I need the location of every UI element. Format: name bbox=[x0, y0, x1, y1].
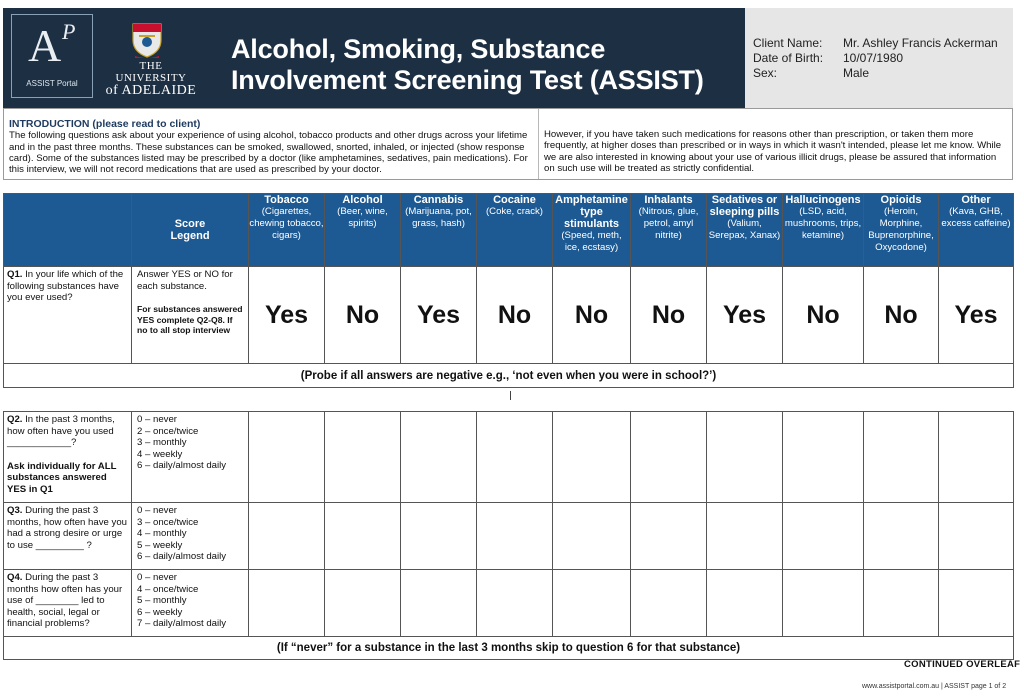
intro-heading: INTRODUCTION (please read to client) bbox=[9, 118, 201, 130]
legend-option: 7 – daily/almost daily bbox=[137, 618, 227, 630]
title-line1: Alcohol, Smoking, Substance bbox=[231, 34, 606, 64]
logo-superscript: P bbox=[62, 19, 76, 44]
legend-option: 0 – never bbox=[137, 414, 178, 425]
assist-portal-logo bbox=[11, 14, 93, 98]
substance-desc: (Coke, crack) bbox=[485, 206, 544, 217]
q1-answer-inhalants[interactable]: No bbox=[631, 267, 707, 364]
legend-option: 5 – weekly bbox=[137, 539, 183, 551]
legend-header-line2: Legend bbox=[170, 230, 210, 242]
intro-right-text: However, if you have taken such medications for reasons other than prescription, or taken them more frequently, at higher doses than prescribed or in ways in which it wasn't intended, please let me know. While we are also interested in knowing about your use of various illicit drugs, please be assured that information on such use will be treated as strictly confidential. bbox=[544, 129, 1002, 174]
university-wordmark bbox=[103, 60, 199, 98]
q2-answer-cannabis[interactable] bbox=[401, 412, 477, 503]
substance-desc: (Beer, wine, spirits) bbox=[337, 206, 388, 229]
page-title bbox=[231, 34, 704, 96]
q4-answer-inhalants[interactable] bbox=[631, 570, 707, 637]
intro-left-column bbox=[9, 119, 537, 175]
title-line2: Involvement Screening Test (ASSIST) bbox=[231, 65, 704, 95]
q3-answer-other[interactable] bbox=[939, 503, 1014, 570]
legend-option: 5 – monthly bbox=[137, 595, 187, 607]
q1-number: Q1. bbox=[7, 269, 23, 280]
skip-note: (If “never” for a substance in the last 3 months skip to question 6 for that substance) bbox=[4, 637, 1014, 660]
substance-name: Hallucinogens bbox=[785, 194, 861, 206]
legend-option: 4 – monthly bbox=[137, 528, 187, 540]
legend-option: 4 – once/twice bbox=[137, 583, 199, 595]
q4-answer-alcohol[interactable] bbox=[325, 570, 401, 637]
substance-desc: (Kava, GHB, excess caffeine) bbox=[941, 206, 1011, 229]
footer-site: www.assistportal.com.au | ASSIST page 1 of 2 bbox=[862, 683, 1007, 690]
substance-name: Inhalants bbox=[644, 194, 693, 206]
substance-desc: (Marijuana, pot, grass, hash) bbox=[405, 206, 472, 229]
q1-question bbox=[4, 267, 132, 364]
substance-header-opioids bbox=[864, 194, 939, 267]
q3-legend bbox=[132, 503, 249, 570]
score-legend-header bbox=[132, 194, 249, 267]
substance-desc: (Nitrous, glue, petrol, amyl nitrite) bbox=[638, 206, 699, 241]
substance-name: Alcohol bbox=[342, 194, 383, 206]
q4-answer-cocaine[interactable] bbox=[477, 570, 553, 637]
substance-header-other bbox=[939, 194, 1014, 267]
q4-answer-tobacco[interactable] bbox=[249, 570, 325, 637]
q4-text: During the past 3 months how often has your use of ________ led to health, social, legal or financial problems? bbox=[7, 572, 123, 630]
q3-number: Q3. bbox=[7, 505, 23, 516]
q1-answer-sedatives[interactable]: Yes bbox=[707, 267, 783, 364]
substance-desc: (Valium, Serepax, Xanax) bbox=[708, 218, 781, 241]
q1-row bbox=[4, 267, 1014, 364]
q3-answer-amphetamine[interactable] bbox=[553, 503, 631, 570]
q2-answer-other[interactable] bbox=[939, 412, 1014, 503]
q1-answer-alcohol[interactable]: No bbox=[325, 267, 401, 364]
university-crest-icon bbox=[131, 20, 163, 58]
q1-answer-cannabis[interactable]: Yes bbox=[401, 267, 477, 364]
substance-header-cocaine bbox=[477, 194, 553, 267]
legend-option: 3 – once/twice bbox=[137, 516, 199, 528]
q3-text: During the past 3 months, how often have you had a strong desire or urge to use _________ ? bbox=[7, 505, 127, 551]
q2-answer-cocaine[interactable] bbox=[477, 412, 553, 503]
q2-answer-inhalants[interactable] bbox=[631, 412, 707, 503]
continued-overleaf: CONTINUED OVERLEAF bbox=[904, 659, 1021, 670]
substance-name: Opioids bbox=[880, 194, 922, 206]
client-dob-label: Date of Birth: bbox=[753, 51, 824, 65]
legend-option: 0 – never bbox=[137, 572, 178, 583]
substance-name: Cocaine bbox=[493, 194, 536, 206]
q2-note: Ask individually for ALL substances answered YES in Q1 bbox=[7, 460, 117, 495]
probe-note: (Probe if all answers are negative e.g., ‘not even when you were in school?’) bbox=[4, 364, 1014, 388]
q4-answer-opioids[interactable] bbox=[864, 570, 939, 637]
q1-legend bbox=[132, 267, 249, 364]
substance-header-alcohol bbox=[325, 194, 401, 267]
divider-tick bbox=[510, 391, 511, 400]
screening-table-bottom bbox=[3, 411, 1014, 660]
legend-option: 4 – weekly bbox=[137, 448, 183, 460]
q3-answer-hallucinogens[interactable] bbox=[783, 503, 864, 570]
q2-number: Q2. bbox=[7, 414, 23, 425]
client-name-value: Mr. Ashley Francis Ackerman bbox=[843, 36, 998, 50]
q1-text: In your life which of the following substances have you ever used? bbox=[7, 269, 124, 304]
q4-row bbox=[4, 570, 1014, 637]
q2-answer-opioids[interactable] bbox=[864, 412, 939, 503]
q2-answer-sedatives[interactable] bbox=[707, 412, 783, 503]
q4-answer-cannabis[interactable] bbox=[401, 570, 477, 637]
table-header-row bbox=[4, 194, 1014, 267]
q2-legend bbox=[132, 412, 249, 503]
client-info-panel bbox=[745, 8, 1013, 108]
q3-row bbox=[4, 503, 1014, 570]
q3-answer-alcohol[interactable] bbox=[325, 503, 401, 570]
q3-answer-tobacco[interactable] bbox=[249, 503, 325, 570]
skip-note-row bbox=[4, 637, 1014, 660]
header-banner bbox=[3, 8, 745, 108]
substance-name: Amphetamine type stimulants bbox=[555, 194, 628, 230]
q1-answer-cocaine[interactable]: No bbox=[477, 267, 553, 364]
q3-answer-sedatives[interactable] bbox=[707, 503, 783, 570]
logo-letter: A bbox=[28, 20, 62, 71]
q2-text: In the past 3 months, how often have you used ____________? bbox=[7, 414, 115, 449]
q4-answer-sedatives[interactable] bbox=[707, 570, 783, 637]
q3-answer-opioids[interactable] bbox=[864, 503, 939, 570]
substance-name: Cannabis bbox=[413, 194, 464, 206]
legend-option: 0 – never bbox=[137, 505, 178, 516]
substance-name: Tobacco bbox=[264, 194, 309, 206]
substance-header-sedatives bbox=[707, 194, 783, 267]
intro-left-text: The following questions ask about your experience of using alcohol, tobacco products and other drugs across your lifetime and in the past three months. These substances can be smoked, swallowed, snorted, inhaled, or injected (show response card). Some of the substances listed may be prescribed by a doctor (like amphetamines, sedatives, pain medications). For this interview, we will not record medications that are used as prescribed by your doctor. bbox=[9, 130, 528, 176]
q1-answer-hallucinogens[interactable]: No bbox=[783, 267, 864, 364]
university-line2: of ADELAIDE bbox=[105, 83, 197, 98]
q2-question bbox=[4, 412, 132, 503]
substance-desc: (Heroin, Morphine, Buprenorphine, Oxycodone) bbox=[868, 206, 934, 253]
legend-option: 2 – once/twice bbox=[137, 425, 199, 437]
q3-answer-inhalants[interactable] bbox=[631, 503, 707, 570]
substance-desc: (LSD, acid, mushrooms, trips, ketamine) bbox=[784, 206, 862, 241]
substance-header-cannabis bbox=[401, 194, 477, 267]
q2-row bbox=[4, 412, 1014, 503]
q4-answer-hallucinogens[interactable] bbox=[783, 570, 864, 637]
q1-answer-other[interactable]: Yes bbox=[939, 267, 1014, 364]
q3-answer-cocaine[interactable] bbox=[477, 503, 553, 570]
legend-option: 6 – daily/almost daily bbox=[137, 460, 227, 472]
intro-divider bbox=[538, 109, 539, 179]
q2-answer-hallucinogens[interactable] bbox=[783, 412, 864, 503]
client-name-label: Client Name: bbox=[753, 36, 823, 50]
introduction-section bbox=[3, 108, 1013, 180]
q2-answer-alcohol[interactable] bbox=[325, 412, 401, 503]
probe-row bbox=[4, 364, 1014, 388]
header-blank-cell bbox=[4, 194, 132, 267]
q1-answer-amphetamine[interactable]: No bbox=[553, 267, 631, 364]
legend-option: 3 – monthly bbox=[137, 437, 187, 449]
q3-question bbox=[4, 503, 132, 570]
substance-header-tobacco bbox=[249, 194, 325, 267]
substance-name: Sedatives or sleeping pills bbox=[709, 194, 780, 218]
university-line1: THE UNIVERSITY bbox=[115, 60, 187, 84]
substance-header-inhalants bbox=[631, 194, 707, 267]
logo-caption: ASSIST Portal bbox=[26, 79, 78, 88]
q1-legend-text: Answer YES or NO for each substance. bbox=[137, 269, 233, 292]
q2-answer-tobacco[interactable] bbox=[249, 412, 325, 503]
q4-answer-amphetamine[interactable] bbox=[553, 570, 631, 637]
screening-table-top bbox=[3, 193, 1014, 388]
substance-desc: (Speed, meth, ice, ecstasy) bbox=[561, 230, 622, 253]
substance-header-hallucinogens bbox=[783, 194, 864, 267]
client-sex-value: Male bbox=[843, 66, 870, 80]
substance-header-amphetamine bbox=[553, 194, 631, 267]
q1-answer-tobacco[interactable]: Yes bbox=[249, 267, 325, 364]
client-sex-label: Sex: bbox=[753, 66, 778, 80]
legend-option: 6 – daily/almost daily bbox=[137, 551, 227, 563]
substance-desc: (Cigarettes, chewing tobacco, cigars) bbox=[249, 206, 324, 241]
q1-legend-note: For substances answered YES complete Q2-Q8. If no to all stop interview bbox=[137, 304, 243, 335]
q1-answer-opioids[interactable]: No bbox=[864, 267, 939, 364]
q2-answer-amphetamine[interactable] bbox=[553, 412, 631, 503]
substance-name: Other bbox=[961, 194, 991, 206]
legend-header-line1: Score bbox=[174, 218, 206, 230]
legend-option: 6 – weekly bbox=[137, 606, 183, 618]
q4-question bbox=[4, 570, 132, 637]
q4-legend bbox=[132, 570, 249, 637]
q3-answer-cannabis[interactable] bbox=[401, 503, 477, 570]
q4-number: Q4. bbox=[7, 572, 23, 583]
q4-answer-other[interactable] bbox=[939, 570, 1014, 637]
client-dob-value: 10/07/1980 bbox=[843, 51, 904, 65]
